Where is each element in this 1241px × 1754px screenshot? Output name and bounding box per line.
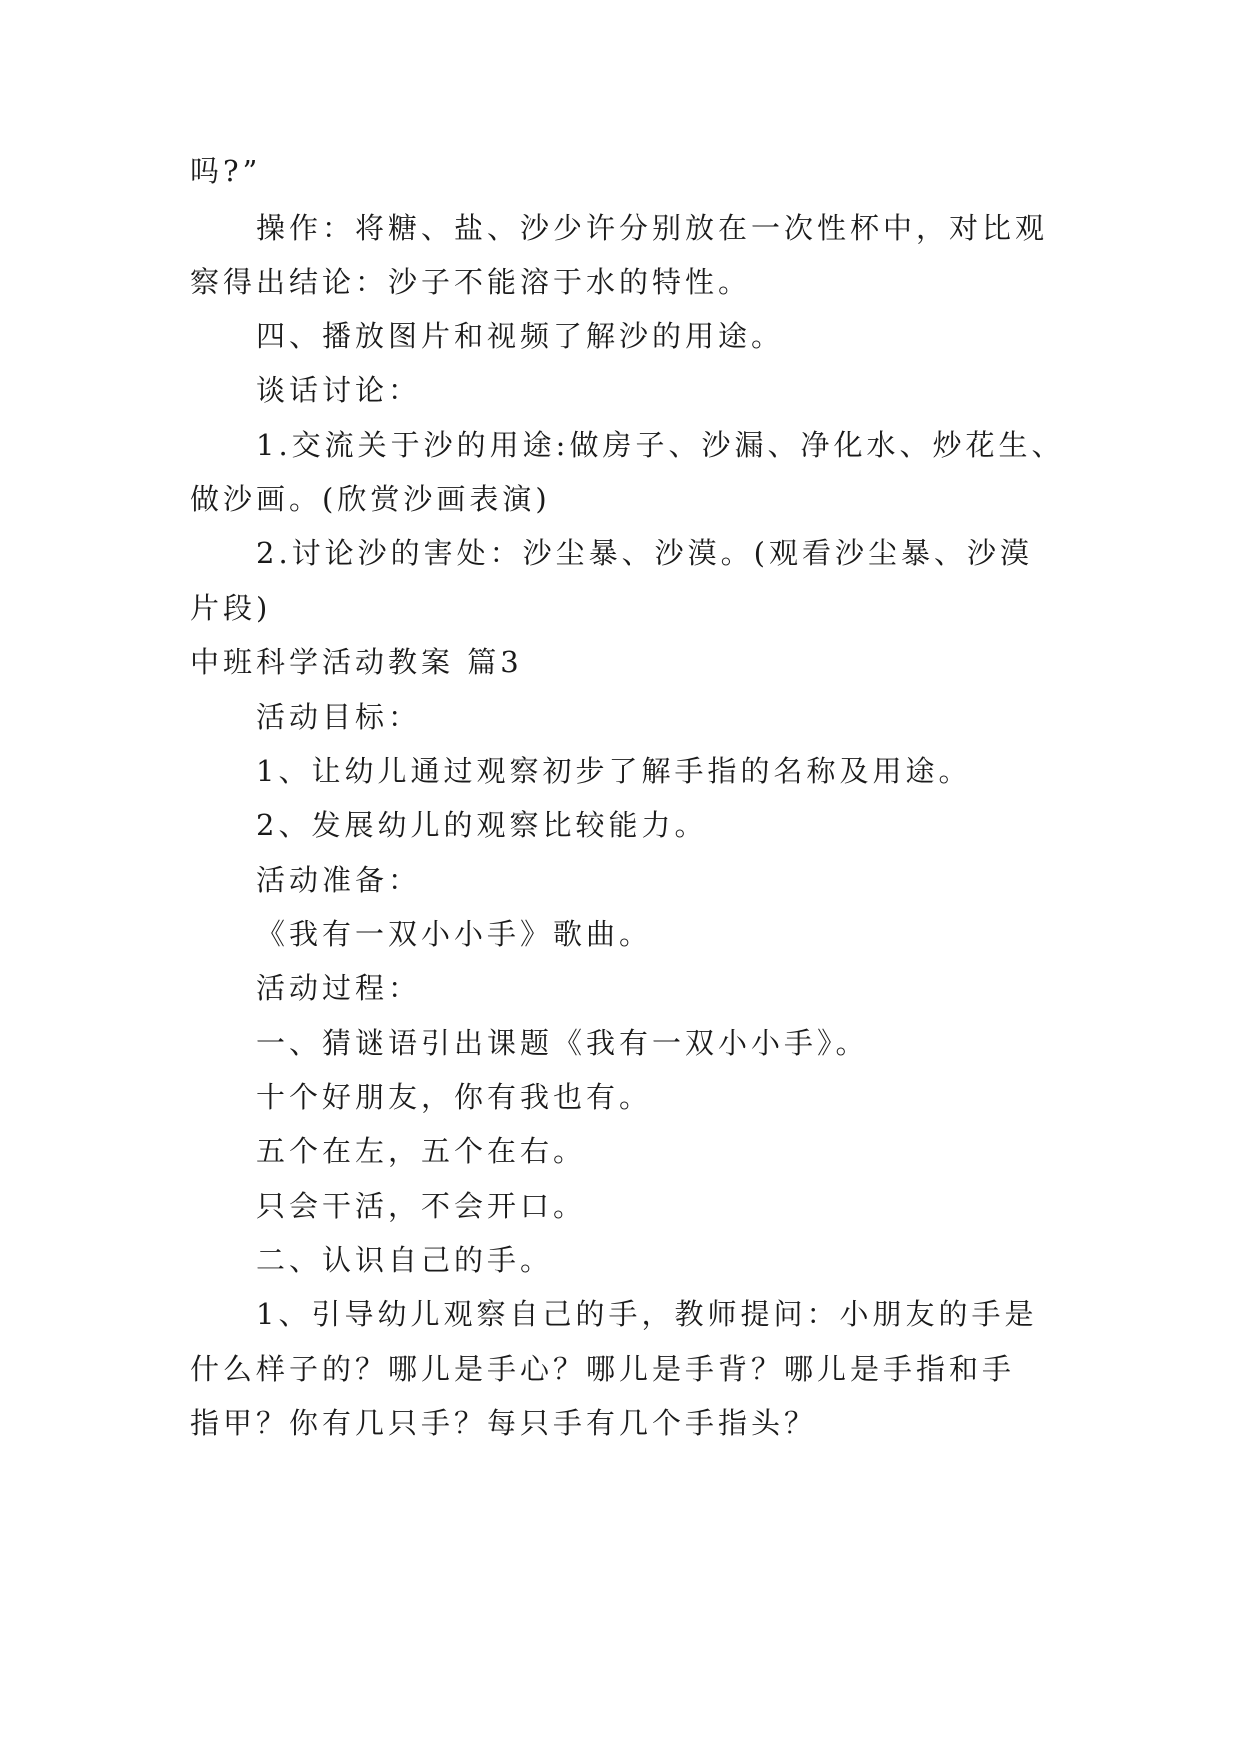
text-line: 一、猜谜语引出课题《我有一双小小手》。 [256,1026,869,1060]
section-heading: 中班科学活动教案 篇3 [190,645,523,679]
text-line: 十个好朋友，你有我也有。 [256,1080,653,1114]
text-line: 做沙画。(欣赏沙画表演) [190,482,551,516]
text-line: 1、让幼儿通过观察初步了解手指的名称及用途。 [256,754,972,788]
text-line: 察得出结论：沙子不能溶于水的特性。 [190,265,752,299]
text-line: 活动目标： [256,700,422,734]
text-line: 二、认识自己的手。 [256,1243,554,1277]
text-line: 1、引导幼儿观察自己的手，教师提问：小朋友的手是 [256,1297,1038,1331]
text-line: 《我有一双小小手》歌曲。 [256,917,653,951]
text-line: 五个在左，五个在右。 [256,1134,587,1168]
text-line: 活动过程： [256,971,422,1005]
text-line: 谈话讨论： [256,373,422,407]
text-line: 只会干活，不会开口。 [256,1189,587,1223]
text-line: 2.讨论沙的害处：沙尘暴、沙漠。(观看沙尘暴、沙漠 [256,536,1033,570]
text-line: 片段) [190,591,272,625]
text-line: 操作：将糖、盐、沙少许分别放在一次性杯中，对比观 [256,211,1049,245]
text-line: 2、发展幼儿的观察比较能力。 [256,808,708,842]
text-line: 指甲？你有几只手？每只手有几个手指头？ [190,1406,818,1440]
text-line: 1.交流关于沙的用途:做房子、沙漏、净化水、炒花生、 [256,428,1065,462]
text-line: 吗?” [190,154,262,188]
text-line: 活动准备： [256,863,422,897]
text-line: 四、播放图片和视频了解沙的用途。 [256,319,785,353]
text-line: 什么样子的？哪儿是手心？哪儿是手背？哪儿是手指和手 [190,1352,1016,1386]
